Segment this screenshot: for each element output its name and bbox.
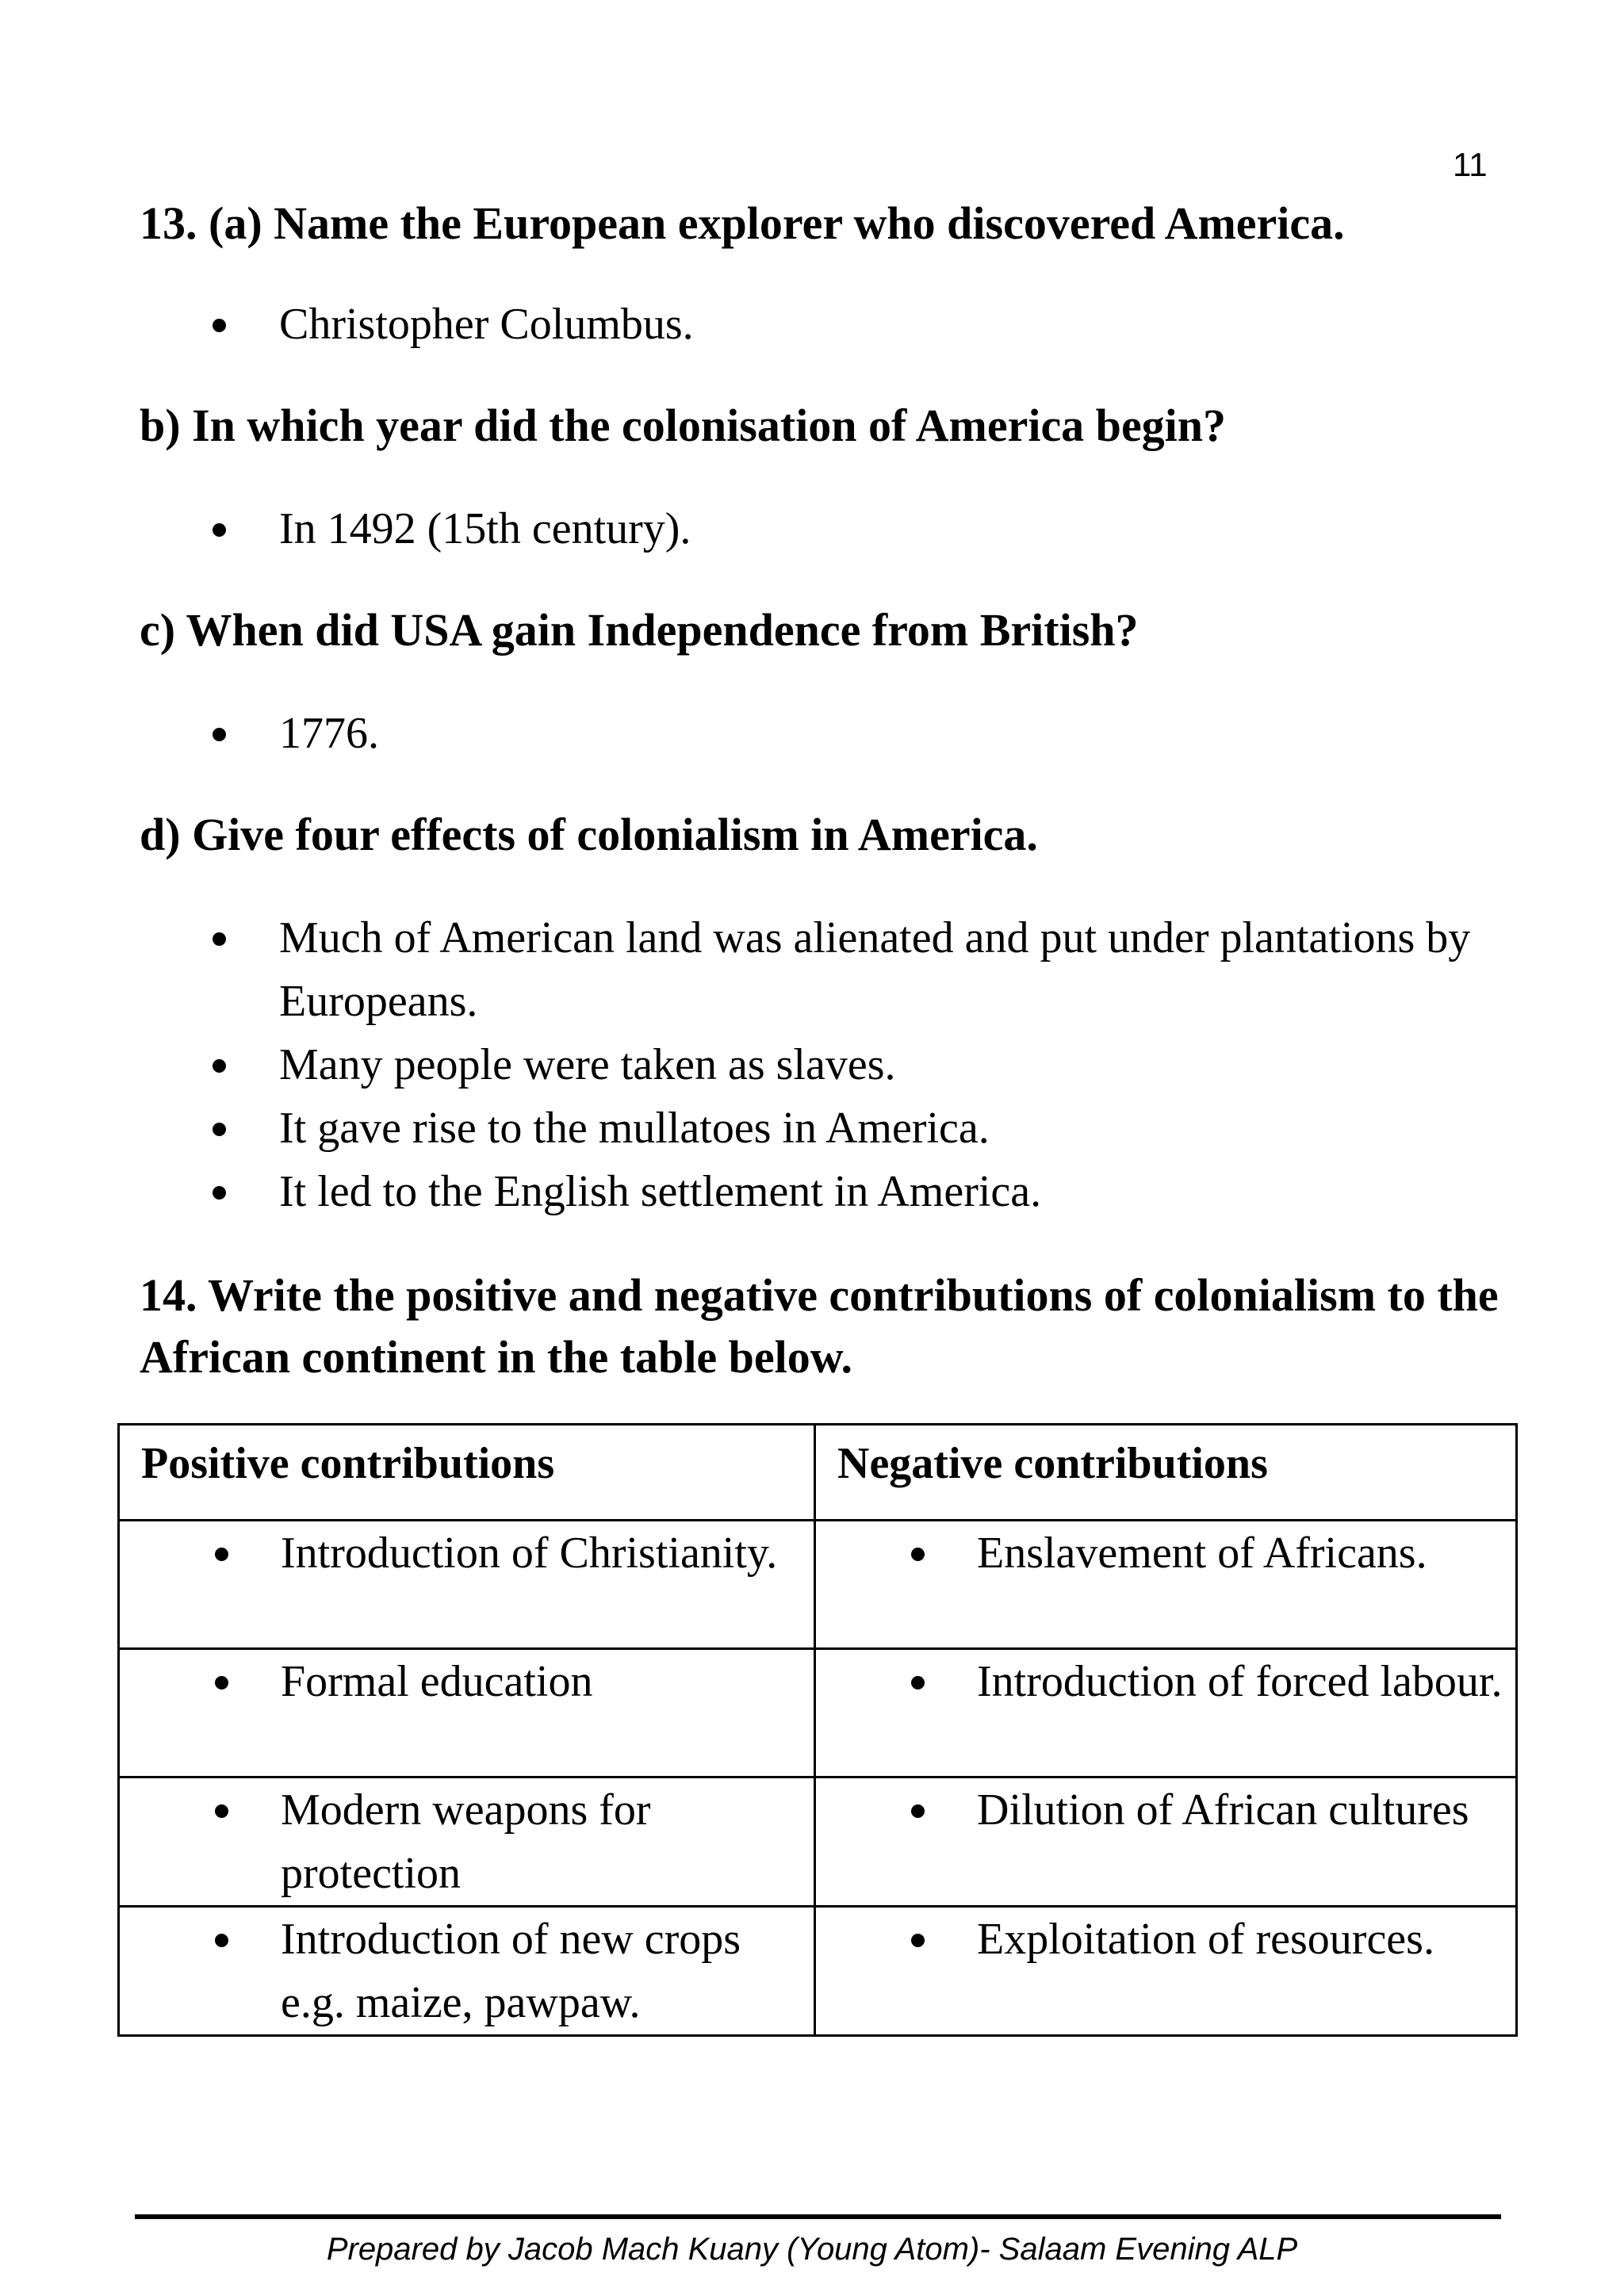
answer-list-13a <box>0 293 1484 356</box>
answer-list-13b <box>0 497 1484 561</box>
cell-bullet-text: Exploitation of resources. <box>816 1908 1515 1971</box>
header-negative: Negative contributions <box>815 1425 1517 1521</box>
footer-credit: Prepared by Jacob Mach Kuany (Young Atom)- Salaam Evening ALP <box>326 2232 1298 2267</box>
footer-divider <box>135 2214 1501 2219</box>
cell-bullet-text: Introduction of new crops e.g. maize, pawpaw. <box>120 1908 814 2034</box>
answer-item: It gave rise to the mullatoes in America. <box>0 1096 1484 1160</box>
table-row <box>119 1777 1517 1907</box>
page-number: 11 <box>1453 146 1488 183</box>
answer-item: It led to the English settlement in America. <box>0 1160 1484 1223</box>
table-row <box>119 1649 1517 1777</box>
cell-bullet-text: Introduction of forced labour. <box>816 1650 1515 1713</box>
cell-bullet-text: Introduction of Christianity. <box>120 1521 814 1585</box>
table-cell-positive <box>119 1777 815 1907</box>
table-row <box>119 1907 1517 2036</box>
answer-item: 1776. <box>0 702 1484 765</box>
table-cell-negative <box>815 1521 1517 1649</box>
table-cell-positive <box>119 1649 815 1777</box>
cell-bullet-text: Enslavement of Africans. <box>816 1521 1515 1585</box>
table-cell-negative <box>815 1777 1517 1907</box>
header-positive: Positive contributions <box>119 1425 815 1521</box>
question-14: 14. Write the positive and negative contributions of colonialism to the African continent in the table below. <box>140 1269 1499 1383</box>
answer-list-13d <box>0 906 1484 1223</box>
answer-list-13c <box>0 702 1484 765</box>
cell-bullet-text: Modern weapons for protection <box>120 1778 814 1905</box>
cell-bullet-text: Formal education <box>120 1650 814 1713</box>
answer-item: Many people were taken as slaves. <box>0 1033 1484 1096</box>
question-13b: b) In which year did the colonisation of America begin? <box>140 400 1227 451</box>
table-cell-negative <box>815 1649 1517 1777</box>
table-cell-positive <box>119 1907 815 2036</box>
answer-item: In 1492 (15th century). <box>0 497 1484 561</box>
answer-item: Christopher Columbus. <box>0 293 1484 356</box>
answer-item: Much of American land was alienated and put under plantations by Europeans. <box>0 906 1484 1033</box>
table-row <box>119 1521 1517 1649</box>
table-header-row <box>119 1425 1517 1521</box>
question-13d: d) Give four effects of colonialism in America. <box>140 809 1038 860</box>
question-13a: 13. (a) Name the European explorer who discovered America. <box>140 197 1345 249</box>
table-cell-positive <box>119 1521 815 1649</box>
table-cell-negative <box>815 1907 1517 2036</box>
contributions-table <box>117 1423 1518 2037</box>
cell-bullet-text: Dilution of African cultures <box>816 1778 1515 1842</box>
question-13c: c) When did USA gain Independence from British? <box>140 604 1139 656</box>
